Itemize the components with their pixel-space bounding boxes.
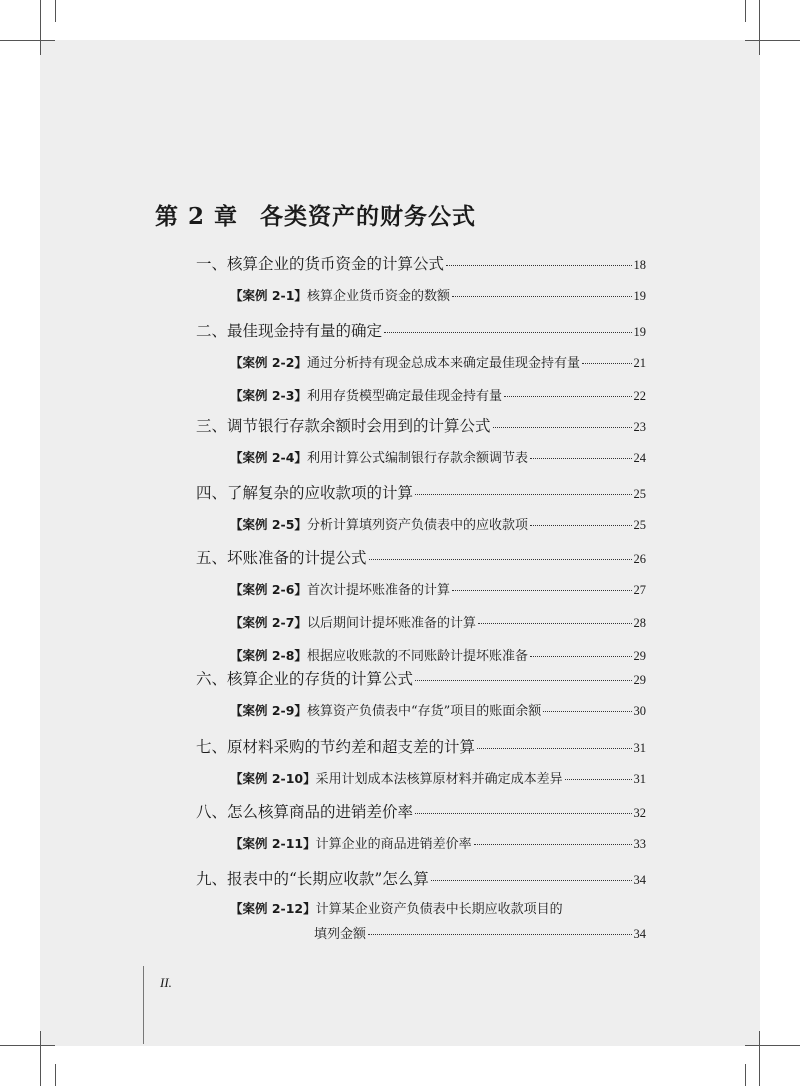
toc-page-number: 29 — [633, 649, 646, 663]
toc-case-entry[interactable] — [230, 645, 646, 664]
toc-section-label: 九、报表中的“长期应收款”怎么算 — [196, 870, 429, 888]
case-title: 通过分析持有现金总成本来确定最佳现金持有量 — [306, 356, 580, 371]
toc-section-entry[interactable] — [196, 414, 646, 436]
case-tag: 【案例 2-3】 — [230, 388, 307, 403]
toc-page-number: 18 — [633, 258, 646, 272]
dot-leader — [431, 880, 632, 881]
toc-page-number: 23 — [633, 420, 646, 434]
toc-page-number: 25 — [633, 487, 646, 501]
dot-leader — [415, 813, 631, 814]
dot-leader — [582, 363, 632, 364]
toc-page-number: 19 — [633, 325, 646, 339]
toc-section-label: 八、怎么核算商品的进销差价率 — [196, 803, 414, 821]
toc-section-label: 五、坏账准备的计提公式 — [196, 549, 367, 567]
case-tag: 【案例 2-10】 — [230, 771, 316, 786]
toc-section-entry[interactable] — [196, 667, 646, 689]
toc-page-number: 25 — [633, 518, 646, 532]
case-tag: 【案例 2-5】 — [230, 517, 307, 532]
case-title: 采用计划成本法核算原材料并确定成本差异 — [315, 772, 563, 787]
dot-leader — [415, 494, 631, 495]
toc-section-entry[interactable] — [196, 867, 646, 889]
dot-leader — [452, 296, 632, 297]
toc-section-label: 七、原材料采购的节约差和超支差的计算 — [196, 738, 476, 756]
toc-page-number: 21 — [633, 356, 646, 370]
dot-leader — [384, 332, 631, 333]
dot-leader — [477, 748, 631, 749]
dot-leader — [368, 934, 631, 935]
dot-leader — [530, 525, 632, 526]
dot-leader — [530, 458, 632, 459]
toc-case-entry[interactable] — [230, 833, 646, 852]
dot-leader — [369, 559, 632, 560]
toc-page-number: 31 — [633, 772, 646, 786]
page-folio: II. — [160, 975, 172, 990]
dot-leader — [446, 265, 631, 266]
toc-page-number: 24 — [633, 451, 646, 465]
folio-rule — [143, 966, 144, 1044]
toc-case-entry[interactable] — [230, 385, 646, 404]
toc-page-number: 34 — [633, 873, 646, 887]
case-title: 计算企业的商品进销差价率 — [315, 837, 472, 852]
toc-page-number: 29 — [633, 673, 646, 687]
chapter-number: 第 2 章 — [155, 203, 239, 230]
toc-case-entry[interactable] — [230, 285, 646, 304]
toc-case-entry[interactable] — [230, 447, 646, 466]
case-tag: 【案例 2-11】 — [230, 836, 316, 851]
case-tag: 【案例 2-2】 — [230, 355, 307, 370]
toc-section-entry[interactable] — [196, 319, 646, 341]
toc-section-label: 三、调节银行存款余额时会用到的计算公式 — [196, 417, 491, 435]
toc-page-number: 31 — [633, 741, 646, 755]
case-tag: 【案例 2-1】 — [230, 288, 307, 303]
case-title: 以后期间计提坏账准备的计算 — [306, 616, 476, 631]
case-tag: 【案例 2-4】 — [230, 450, 307, 465]
toc-case-entry[interactable] — [230, 514, 646, 533]
toc-page-number: 27 — [633, 583, 646, 597]
toc-page-number: 19 — [633, 289, 646, 303]
case-tag: 【案例 2-8】 — [230, 648, 307, 663]
dot-leader — [493, 427, 632, 428]
toc-section-entry[interactable] — [196, 800, 646, 822]
case-title-line2: 填列金额 — [314, 927, 367, 942]
toc-section-entry[interactable] — [196, 735, 646, 757]
dot-leader — [415, 680, 631, 681]
toc-section-label: 一、核算企业的货币资金的计算公式 — [196, 255, 445, 273]
toc-page-number: 34 — [633, 927, 646, 941]
case-tag: 【案例 2-6】 — [230, 582, 307, 597]
case-tag: 【案例 2-9】 — [230, 703, 307, 718]
toc-page-number: 33 — [633, 837, 646, 851]
toc-case-entry[interactable] — [230, 700, 646, 719]
toc-section-label: 六、核算企业的存货的计算公式 — [196, 670, 414, 688]
case-title: 分析计算填列资产负债表中的应收款项 — [306, 518, 528, 533]
toc-section-label: 四、了解复杂的应收款项的计算 — [196, 484, 414, 502]
toc-case-entry[interactable] — [230, 612, 646, 631]
toc-section-entry[interactable] — [196, 252, 646, 274]
dot-leader — [565, 779, 632, 780]
toc-case-entry[interactable] — [230, 768, 646, 787]
toc-page-number: 30 — [633, 704, 646, 718]
case-tag: 【案例 2-12】 — [230, 901, 316, 916]
case-title: 根据应收账款的不同账龄计提坏账准备 — [306, 649, 528, 664]
toc-section-label: 二、最佳现金持有量的确定 — [196, 322, 383, 340]
toc-section-entry[interactable] — [196, 481, 646, 503]
case-title: 首次计提坏账准备的计算 — [306, 583, 450, 598]
dot-leader — [504, 396, 632, 397]
dot-leader — [474, 844, 632, 845]
dot-leader — [452, 590, 632, 591]
case-title: 计算某企业资产负债表中长期应收款项目的 — [315, 902, 563, 917]
case-title: 利用存货模型确定最佳现金持有量 — [306, 389, 502, 404]
dot-leader — [530, 656, 632, 657]
toc-case-entry[interactable] — [230, 579, 646, 598]
toc-case-entry[interactable] — [230, 352, 646, 371]
dot-leader — [543, 711, 631, 712]
toc-page-number: 32 — [633, 806, 646, 820]
case-title: 核算企业货币资金的数额 — [306, 289, 450, 304]
case-title: 核算资产负债表中“存货”项目的账面余额 — [306, 704, 542, 719]
chapter-name: 各类资产的财务公式 — [260, 203, 477, 230]
toc-page-number: 28 — [633, 616, 646, 630]
toc-section-entry[interactable] — [196, 546, 646, 568]
dot-leader — [478, 623, 632, 624]
toc-page-number: 22 — [633, 389, 646, 403]
toc-page-number: 26 — [633, 552, 646, 566]
toc-case-entry[interactable] — [230, 898, 646, 942]
case-title: 利用计算公式编制银行存款余额调节表 — [306, 451, 528, 466]
case-tag: 【案例 2-7】 — [230, 615, 307, 630]
